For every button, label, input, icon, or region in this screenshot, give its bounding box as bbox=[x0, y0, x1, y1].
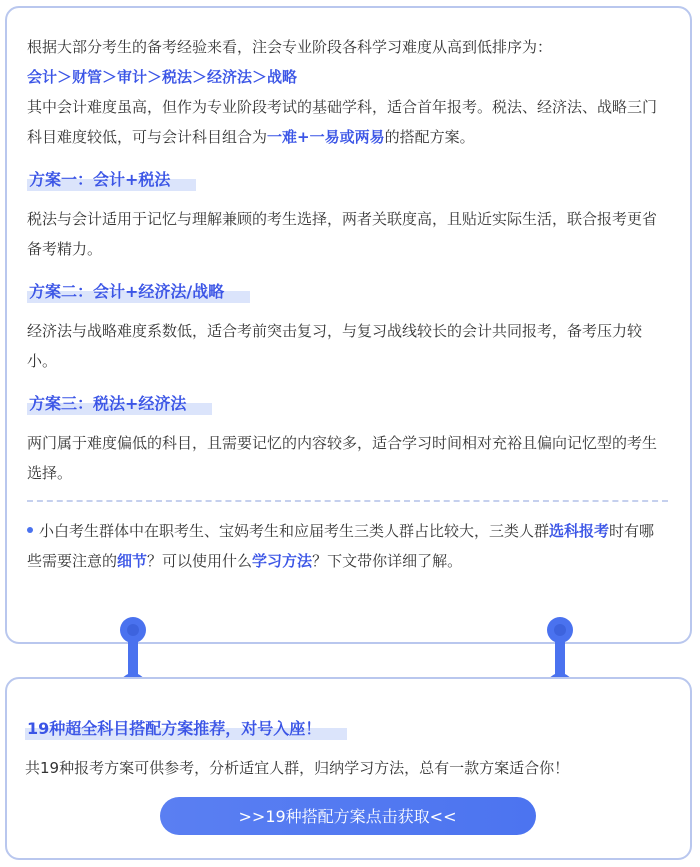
plan-2-title: 方案二：会计+经济法/战略 bbox=[27, 280, 250, 304]
intro-text: 其中会计难度虽高，但作为专业阶段考试的基础学科，适合首年报考。税法、经济法、战略三门科目难度较低，可与会计科目组合为 bbox=[27, 98, 658, 146]
tip-paragraph bbox=[27, 516, 668, 576]
dashed-divider bbox=[27, 500, 668, 502]
plan-3-desc: 两门属于难度偏低的科目，且需要记忆的内容较多，适合学习时间相对充裕且偏向记忆型的考生选择。 bbox=[27, 434, 658, 482]
plan-3 bbox=[27, 392, 668, 488]
tip-text-d: ？下文带你详细了解。 bbox=[312, 552, 463, 570]
connector-node-top bbox=[547, 617, 573, 643]
tip-text-c: ？可以使用什么 bbox=[147, 552, 253, 570]
intro-paragraph bbox=[27, 92, 668, 152]
intro-emphasis: 一难+一易或两易 bbox=[267, 128, 385, 146]
plan-2 bbox=[27, 280, 668, 376]
intro-text-end: 的搭配方案。 bbox=[384, 128, 475, 146]
intro-line: 根据大部分考生的备考经验来看，注会专业阶段各科学习难度从高到低排序为： bbox=[27, 38, 553, 56]
bullet-dot-icon bbox=[27, 527, 33, 533]
tip-emphasis-1: 选科报考 bbox=[549, 522, 610, 540]
plan-1-title: 方案一：会计+税法 bbox=[27, 168, 196, 192]
promo-card bbox=[5, 677, 692, 860]
plan-1-desc: 税法与会计适用于记忆与理解兼顾的考生选择，两者关联度高，且贴近实际生活，联合报考更省备考精力。 bbox=[27, 210, 658, 258]
tip-text-b: 时有哪些需要注意的 bbox=[27, 522, 655, 570]
cta-wrapper bbox=[25, 797, 670, 835]
plan-3-title: 方案三：税法+经济法 bbox=[27, 392, 212, 416]
get-plans-button[interactable]: >>19种搭配方案点击获取<< bbox=[160, 797, 536, 835]
promo-title: 19种超全科目搭配方案推荐，对号入座！ bbox=[25, 717, 347, 741]
plan-2-desc: 经济法与战略难度系数低，适合考前突击复习，与复习战线较长的会计共同报考，备考压力较小。 bbox=[27, 322, 643, 370]
tip-emphasis-2: 细节 bbox=[117, 552, 148, 570]
tip-text-a: 小白考生群体中在职考生、宝妈考生和应届考生三类人群占比较大，三类人群 bbox=[39, 522, 550, 540]
plan-1 bbox=[27, 168, 668, 264]
connector-node-top bbox=[120, 617, 146, 643]
promo-desc: 共19种报考方案可供参考，分析适宜人群，归纳学习方法，总有一款方案适合你！ bbox=[25, 759, 570, 777]
intro-card bbox=[5, 6, 692, 644]
tip-emphasis-3: 学习方法 bbox=[252, 552, 313, 570]
difficulty-order: 会计＞财管＞审计＞税法＞经济法＞战略 bbox=[27, 68, 298, 86]
